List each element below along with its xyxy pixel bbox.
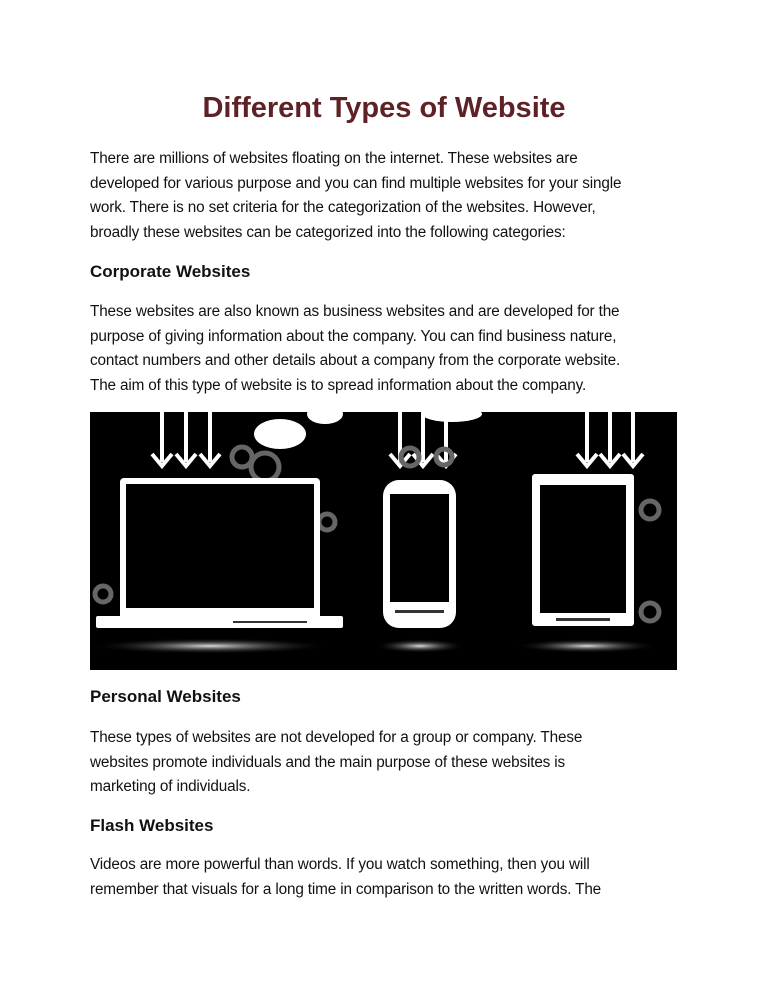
- laptop-icon: [96, 478, 343, 628]
- text-line: These websites are also known as business websites and are developed for the: [90, 303, 620, 320]
- text-line: remember that visuals for a long time in comparison to the written words. The: [90, 880, 602, 898]
- devices-illustration: [90, 412, 677, 670]
- text-line: websites promote individuals and the main purpose of these websites is: [90, 753, 566, 771]
- text-line: purpose of giving information about the company. You can find business nature,: [90, 327, 617, 345]
- text-line: broadly these websites can be categorized into the following categories:: [90, 223, 566, 241]
- text-line: Videos are more powerful than words. If you watch something, then you will: [90, 856, 590, 873]
- section-heading-corporate: Corporate Websites: [90, 262, 251, 281]
- text-line: These types of websites are not developed for a group or company. These: [90, 729, 583, 746]
- flash-paragraph: [90, 853, 690, 902]
- text-line: There are millions of websites floating on the internet. These websites are: [90, 150, 578, 167]
- section-heading-flash: Flash Websites: [90, 816, 214, 835]
- text-line: work. There is no set criteria for the categorization of the websites. However,: [90, 199, 596, 216]
- text-line: marketing of individuals.: [90, 778, 251, 795]
- text-line: The aim of this type of website is to spread information about the company.: [90, 376, 587, 394]
- text-line: developed for various purpose and you can find multiple websites for your single: [90, 174, 622, 192]
- arrow-icons: [152, 412, 643, 466]
- personal-paragraph: [90, 726, 690, 800]
- text-line: contact numbers and other details about a company from the corporate website.: [90, 352, 621, 369]
- phone-icon: [383, 480, 456, 628]
- corporate-paragraph: [90, 300, 690, 398]
- tablet-icon: [532, 474, 634, 626]
- section-heading-personal: Personal Websites: [90, 687, 241, 706]
- intro-paragraph: [90, 147, 690, 245]
- page-title: Different Types of Website: [202, 92, 566, 124]
